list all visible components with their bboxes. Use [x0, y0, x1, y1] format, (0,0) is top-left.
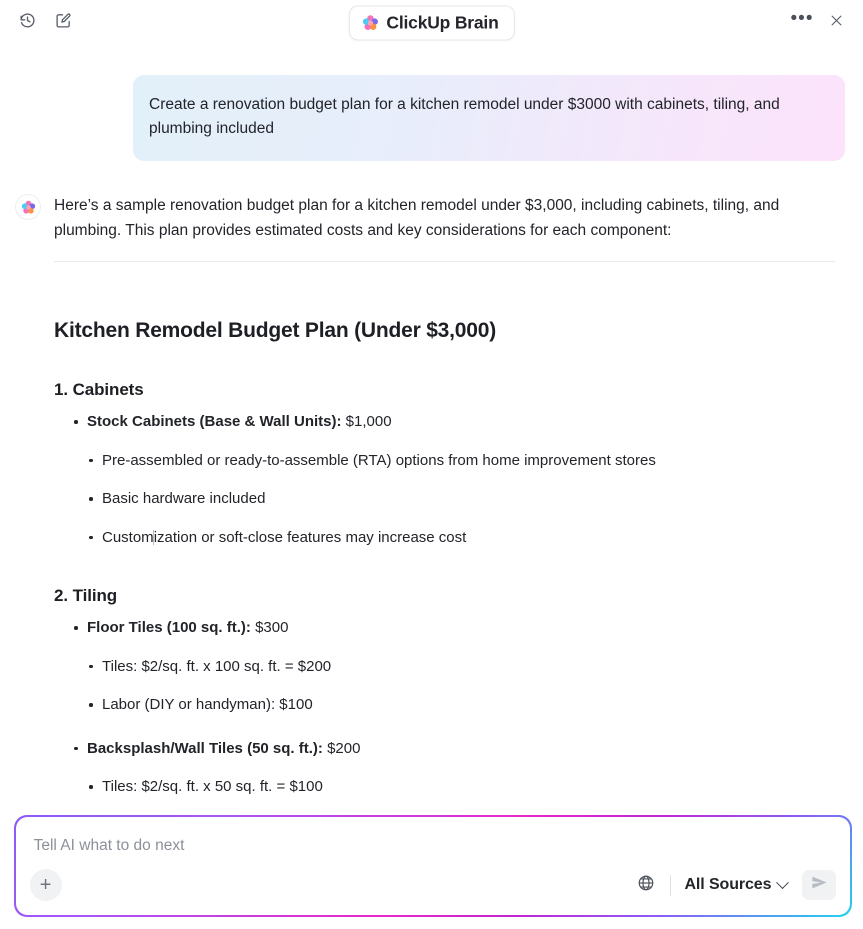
close-button[interactable] — [823, 10, 849, 36]
ai-response-block — [14, 193, 849, 837]
composer[interactable] — [16, 817, 851, 916]
send-button[interactable] — [802, 870, 836, 900]
list-item-label: Floor Tiles (100 sq. ft.): — [87, 619, 251, 637]
avatar — [15, 194, 41, 220]
list-item — [72, 411, 835, 434]
globe-icon — [637, 874, 655, 897]
list-item-label: Stock Cabinets (Base & Wall Units): — [87, 413, 342, 431]
plus-icon: + — [39, 874, 52, 897]
sources-selector[interactable] — [682, 873, 789, 897]
list-item-text-b: ization or soft-close features may increase cost — [153, 528, 467, 546]
tiling-floor-sublist — [54, 656, 835, 717]
clickup-brain-flower-icon — [21, 200, 36, 215]
list-item: Pre-assembled or ready-to-assemble (RTA) options from home improvement stores — [87, 450, 835, 473]
header-left-actions — [14, 10, 76, 36]
cabinets-list — [54, 411, 835, 434]
list-item-value: $1,000 — [341, 413, 392, 431]
more-options-button[interactable] — [789, 7, 815, 36]
web-search-button[interactable] — [633, 872, 659, 898]
list-item-label: Backsplash/Wall Tiles (50 sq. ft.): — [87, 739, 323, 757]
list-item: Labor (DIY or handyman): $100 — [87, 694, 835, 717]
composer-input[interactable]: Tell AI what to do next — [33, 836, 185, 854]
page-title: Kitchen Remodel Budget Plan (Under $3,000) — [54, 319, 497, 343]
send-paper-plane-icon — [810, 873, 829, 897]
close-icon — [829, 13, 844, 33]
section-heading-tiling: 2. Tiling — [54, 586, 118, 606]
cabinets-sublist — [54, 450, 835, 550]
list-item-text-a: Custom — [102, 528, 154, 546]
content-divider — [54, 261, 835, 262]
toolbar-divider — [670, 875, 671, 896]
list-item-with-caret — [87, 527, 835, 550]
list-item: Tiles: $2/sq. ft. x 50 sq. ft. = $100 — [87, 776, 835, 799]
list-item: Basic hardware included — [87, 488, 835, 511]
composer-gradient-border — [14, 815, 852, 917]
list-item-value: $300 — [250, 619, 289, 637]
list-item — [72, 738, 835, 761]
ai-intro-paragraph: Here’s a sample renovation budget plan for a kitchen remodel under $3,000, including cabinets, tiling, and plumbing. This plan provides estimated costs and key considerations for each component: — [54, 197, 780, 240]
conversation-scroll-area[interactable] — [0, 45, 863, 812]
clickup-brain-badge-label: ClickUp Brain — [386, 12, 499, 32]
history-clock-icon — [19, 12, 36, 34]
list-item-value: $200 — [322, 739, 361, 757]
composer-right-controls — [633, 870, 836, 900]
clickup-brain-badge[interactable] — [348, 5, 514, 40]
user-message-bubble: Create a renovation budget plan for a kitchen remodel under $3000 with cabinets, tiling, and plumbing included — [133, 75, 845, 161]
tiling-list-backsplash — [54, 738, 835, 761]
list-item — [72, 617, 835, 640]
section-heading-cabinets: 1. Cabinets — [54, 380, 144, 400]
ai-response-content — [54, 193, 849, 837]
clickup-brain-flower-icon — [361, 14, 378, 31]
composer-toolbar — [30, 864, 837, 906]
ellipsis-icon: ••• — [790, 7, 814, 29]
header-right-actions — [789, 7, 849, 36]
new-chat-button[interactable] — [50, 10, 76, 36]
tiling-list-floor — [54, 617, 835, 640]
window-header — [0, 0, 863, 45]
history-button[interactable] — [14, 10, 40, 36]
compose-edit-icon — [55, 12, 72, 34]
list-item: Tiles: $2/sq. ft. x 100 sq. ft. = $200 — [87, 656, 835, 679]
add-attachment-button[interactable] — [30, 869, 62, 901]
sources-selector-label: All Sources — [684, 876, 772, 894]
chevron-down-icon — [777, 876, 790, 889]
